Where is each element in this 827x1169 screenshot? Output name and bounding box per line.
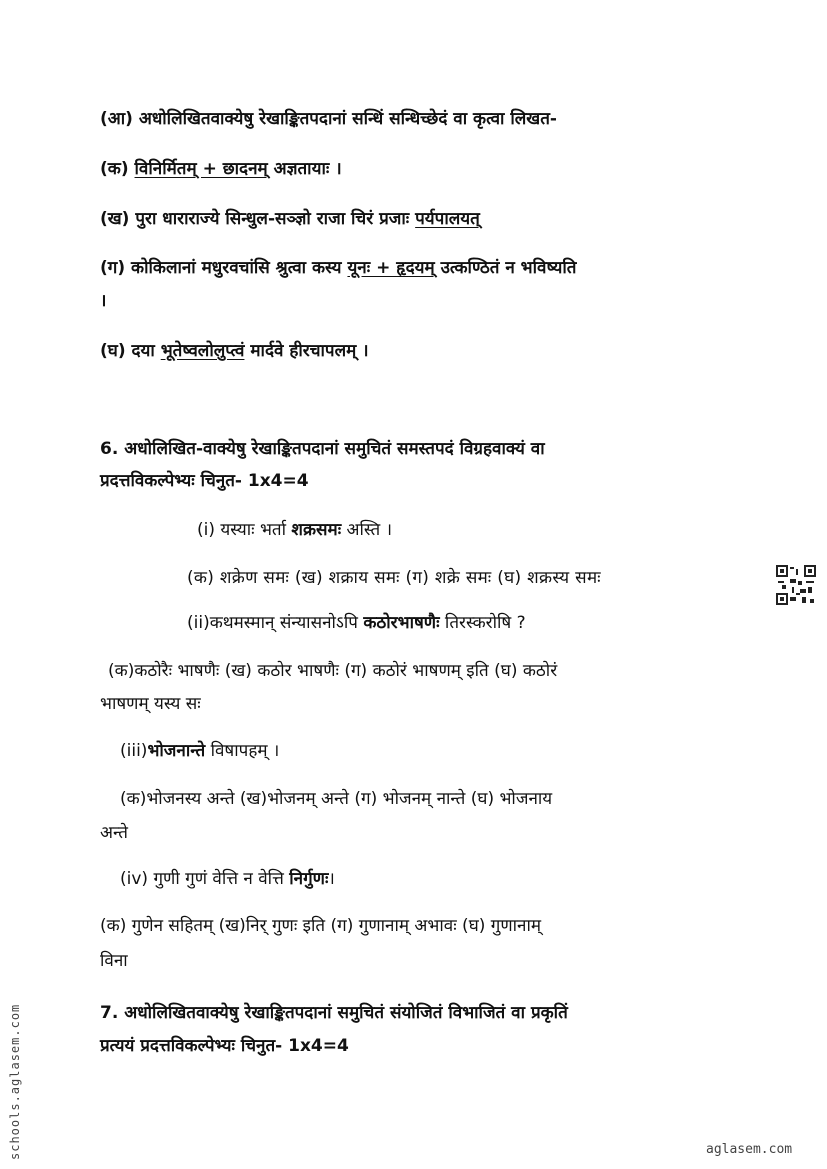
q6-iv-post: । (328, 869, 335, 889)
q7-heading-line2: प्रत्ययं प्रदत्तविकल्पेभ्यः चिनुत- 1x4=4 (100, 1036, 349, 1056)
q6-item-iv-options-1: (क) गुणेन सहितम् (ख)निर् गुणः इति (ग) गुणानाम् अभावः (घ) गुणानाम् (100, 916, 542, 936)
q6-item-iii (120, 738, 279, 761)
section-a-item-g-cont: । (100, 291, 107, 311)
footer-watermark: aglasem.com (706, 1142, 793, 1157)
item-kh-text: (ख) पुरा धाराराज्ये सिन्धुल-सञ्ज्ञो राजा चिरं प्रजाः (100, 209, 410, 229)
item-g-text: (ग) कोकिलानां मधुरवचांसि श्रुत्वा कस्य (100, 258, 342, 278)
item-k-rest: अज्ञतायाः । (267, 159, 342, 179)
q6-item-ii-options-2: भाषणम् यस्य सः (100, 694, 201, 714)
q6-item-i (197, 517, 392, 540)
q6-ii-post: तिरस्करोषि ? (439, 613, 526, 633)
q6-item-iv (120, 866, 335, 889)
q6-iv-pre: (iv) गुणी गुणं वेत्ति न वेत्ति (120, 869, 290, 889)
q6-i-post: अस्ति । (341, 520, 393, 540)
q6-ii-pre: (ii)कथमस्मान् संन्यासनोऽपि (187, 613, 364, 633)
q6-ii-bold: कठोरभाषणैः (363, 613, 440, 633)
side-watermark: schools.aglasem.com (8, 1003, 22, 1160)
item-k-underlined: विनिर्मितम् + छादनम् (134, 159, 268, 179)
section-a-item-gh (100, 338, 369, 361)
q6-iii-post: विषापहम् । (205, 741, 280, 761)
q6-heading-line1: 6. अधोलिखित-वाक्येषु रेखाङ्कितपदानां समुचितं समस्तपदं विग्रहवाक्यं वा (100, 439, 545, 459)
q6-item-iii-options-2: अन्ते (100, 823, 128, 843)
q6-item-iv-options-2: विना (100, 951, 128, 971)
item-gh-text: (घ) दया (100, 341, 155, 361)
q6-heading-line2: प्रदत्तविकल्पेभ्यः चिनुत- 1x4=4 (100, 471, 309, 491)
item-k-label: (क) (100, 159, 129, 179)
section-a-item-k (100, 156, 342, 179)
q6-item-ii-options-1: (क)कठोरैः भाषणैः (ख) कठोर भाषणैः (ग) कठोरं भाषणम् इति (घ) कठोरं (108, 661, 558, 681)
q6-i-bold: शक्रसमः (291, 520, 342, 540)
item-gh-rest: मार्दवे हीरचापलम् । (244, 341, 369, 361)
q6-iii-pre: (iii) (120, 741, 148, 761)
section-a-heading: (आ) अधोलिखितवाक्येषु रेखाङ्कितपदानां सन्धिं सन्धिच्छेदं वा कृत्वा लिखत- (100, 109, 557, 129)
item-gh-underlined: भूतेष्वलोलुप्त्वं (160, 341, 245, 361)
q6-item-ii (187, 610, 526, 633)
qr-code-icon (776, 565, 816, 605)
item-g-rest: उत्कण्ठितं न भविष्यति (434, 258, 577, 278)
q6-item-iii-options-1: (क)भोजनस्य अन्ते (ख)भोजनम् अन्ते (ग) भोजनम् नान्ते (घ) भोजनाय (120, 789, 553, 809)
q6-iv-bold: निर्गुणः (289, 869, 329, 889)
q6-iii-bold: भोजनान्ते (147, 741, 206, 761)
item-kh-underlined: पर्यपालयत् (415, 209, 480, 229)
section-a-item-g (100, 255, 576, 278)
q7-heading-line1: 7. अधोलिखितवाक्येषु रेखाङ्कितपदानां समुचितं संयोजितं विभाजितं वा प्रकृतिं (100, 1003, 568, 1023)
q6-i-pre: (i) यस्याः भर्ता (197, 520, 292, 540)
q6-item-i-options: (क) शक्रेण समः (ख) शक्राय समः (ग) शक्रे समः (घ) शक्रस्य समः (187, 568, 601, 588)
section-a-item-kh (100, 206, 480, 229)
item-g-underlined: यूनः + हृदयम् (347, 258, 435, 278)
